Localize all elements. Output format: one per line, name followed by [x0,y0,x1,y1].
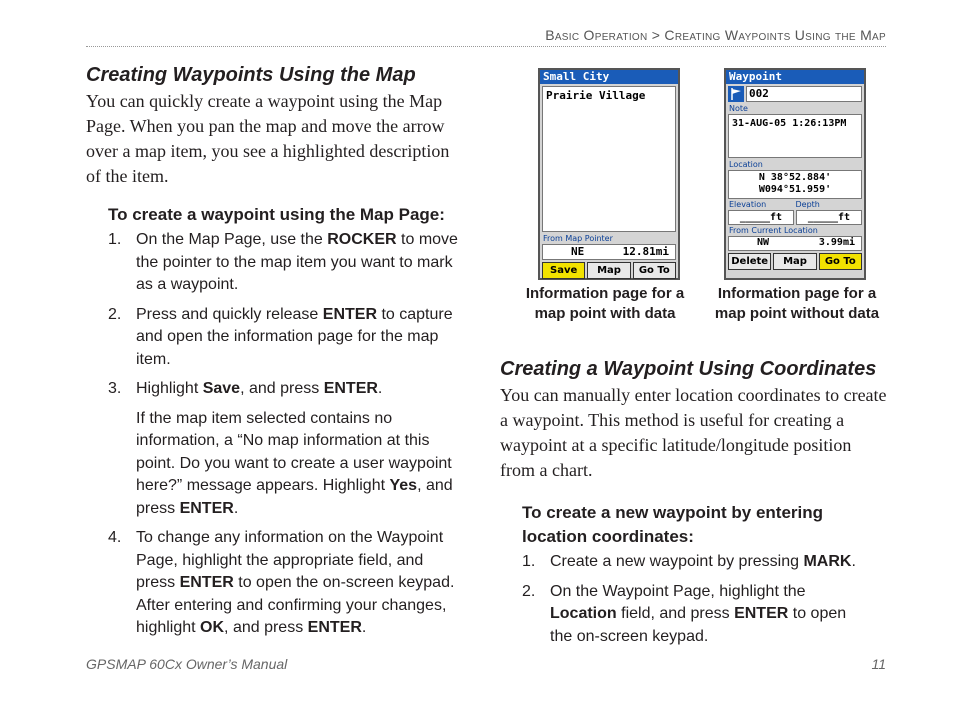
left-steps [108,229,466,640]
step-number: 4. [108,529,122,546]
step-text: On the Waypoint Page, highlight the [550,582,806,600]
left-procedure-title: To create a waypoint using the Map Page: [108,205,445,224]
map-button[interactable]: Map [773,253,816,270]
step-key: ROCKER [327,231,397,248]
step-text: On the Map Page, use the [136,231,328,248]
step-number: 1. [522,553,536,570]
waypoint-name[interactable]: 002 [746,86,862,102]
screen-title: Small City [540,70,678,84]
location-label: Location [729,160,763,169]
direction-value: NE [571,245,585,258]
waypoint-name-row [728,86,862,102]
step-key: OK [200,619,225,636]
step-text: If the map item selected contains no information, a “No map information at this point. Do you want to create a user waypoint here?” message appears. Highlight [136,409,452,494]
note-field[interactable] [728,114,862,158]
header-subsection: Creating Waypoints Using the Map [664,27,886,43]
step-text: . [377,380,383,397]
elevation-depth-fields [728,210,862,225]
go-to-button[interactable]: Go To [819,253,862,270]
list-item [522,581,867,649]
right-heading: Creating a Waypoint Using Coordinates [500,358,877,380]
step-text: Highlight [136,380,203,397]
step-key: Save [202,380,241,397]
from-label: From Current Location [729,226,818,235]
screen-buttons [726,251,864,272]
step-text: to move the pointer to the map item you want to mark as a waypoint. [136,231,458,293]
direction-value: NW [757,237,770,248]
step-key: Yes [389,477,418,494]
header-rule [86,46,886,47]
step-text: Create a new waypoint by pressing [550,553,804,570]
step-number: 1. [108,231,122,248]
right-column [500,358,888,655]
map-button[interactable]: Map [587,262,630,279]
step-key: ENTER [323,380,378,397]
step-key: ENTER [322,305,377,323]
step-text: , and press [224,619,308,636]
bearing-field [728,236,862,251]
caption-waypoint: Information page for a map point without data [714,285,880,322]
step-key: ENTER [734,605,789,622]
waypoint-screen [724,68,866,280]
list-item [522,551,867,574]
elevation-label: Elevation [729,200,767,209]
step-text: . [233,499,239,517]
header-section: Basic Operation [545,27,648,43]
step-number: 2. [108,305,122,323]
depth-field[interactable]: _____ft [796,210,862,225]
delete-button[interactable]: Delete [728,253,771,270]
step-text: Press and quickly release [136,305,323,323]
longitude-value: W094°51.959' [758,184,832,195]
footer-manual-title: GPSMAP 60Cx Owner’s Manual [86,656,288,672]
place-name: Prairie Village [546,89,646,102]
note-value: 31-AUG-05 1:26:13PM [732,118,847,129]
running-header [545,27,886,43]
depth-label: Depth [795,200,820,209]
screen-title: Waypoint [726,70,864,84]
step-key: ENTER [179,499,234,517]
place-name-field [542,86,676,232]
step-text: to capture and open the information page for the map item. [136,305,453,368]
small-city-screen [538,68,680,280]
elevation-field[interactable]: _____ft [728,210,794,225]
note-label: Note [729,104,748,113]
screen-buttons [540,260,678,281]
step-key: ENTER [307,619,362,636]
location-field[interactable] [728,170,862,199]
left-intro: You can quickly create a waypoint using the Map Page. When you pan the map and move the arrow over a map item, you see a highlighted description of the item. [86,91,450,186]
step-text: to open the on-screen keypad. [550,605,847,645]
step-key: Location [550,605,617,622]
from-label: From Map Pointer [543,234,613,243]
right-steps [522,551,867,648]
distance-value: 12.81mi [622,245,669,258]
step-text: , and press [136,477,453,517]
left-procedure [108,203,466,640]
list-item [108,378,466,520]
go-to-button[interactable]: Go To [633,262,676,279]
step-number: 3. [108,380,122,397]
step-text: . [851,553,856,570]
left-heading: Creating Waypoints Using the Map [86,64,416,86]
header-separator: > [651,27,661,43]
right-procedure [522,501,867,648]
flag-icon[interactable] [728,86,744,102]
right-intro: You can manually enter location coordinates to create a waypoint. This method is useful for creating a waypoint at a specific latitude/longitude position from a chart. [500,385,887,480]
left-column [86,64,466,647]
distance-value: 3.99mi [818,237,855,248]
caption-small-city: Information page for a map point with data [525,285,685,322]
step-text: field, and press [616,605,735,622]
step-text: To change any information on the Waypoint Page, highlight the appropriate field, and press [136,529,444,591]
step-key: ENTER [179,574,234,591]
list-item [108,304,466,372]
step-number: 2. [522,582,536,600]
latitude-value: N 38°52.884' [758,172,832,183]
list-item [108,527,466,640]
save-button[interactable]: Save [542,262,585,279]
step-text: . [361,619,367,636]
bearing-field [542,244,676,260]
list-item [108,229,466,297]
step-text: , and press [240,380,324,397]
step-text: to open the on-screen keypad. After entering and confirming your changes, highlight [136,574,455,636]
step-key: MARK [803,553,852,570]
page-number: 11 [871,656,886,672]
right-procedure-title: To create a new waypoint by entering location coordinates: [522,503,824,546]
elevation-depth-labels [728,200,862,210]
